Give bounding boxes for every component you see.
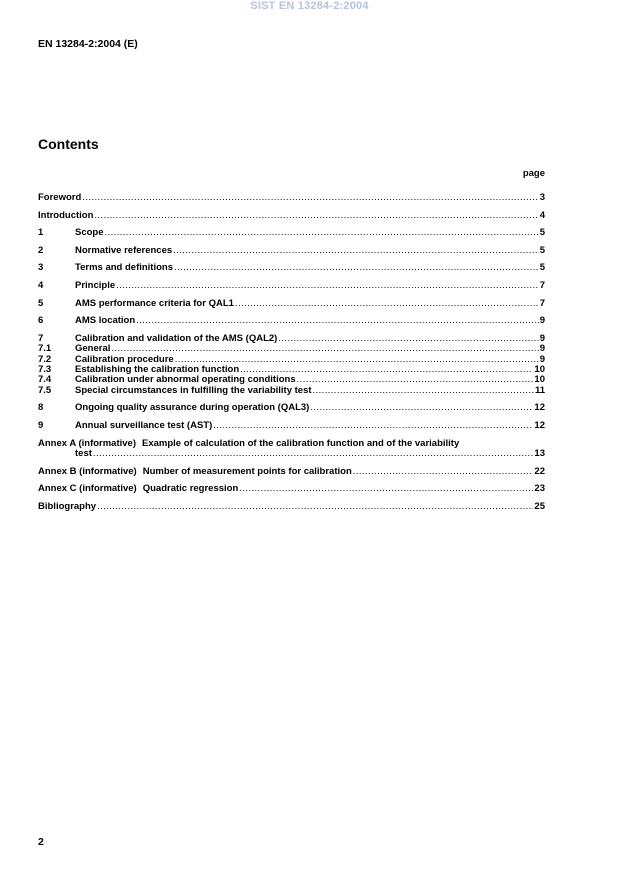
toc-leader-dots <box>111 344 538 354</box>
toc-entry-introduction[interactable] <box>38 211 545 221</box>
toc-entry-number: 7.5 <box>38 384 52 396</box>
toc-entry-number: 9 <box>38 419 44 431</box>
toc-entry-title <box>38 484 238 494</box>
toc-entry-title: Calibration procedure <box>75 353 174 365</box>
toc-entry-number: 5 <box>38 297 44 309</box>
toc-entry-page: 22 <box>534 465 545 477</box>
toc-leader-dots <box>173 246 539 256</box>
toc-annex-title: Number of measurement points for calibration <box>142 465 352 477</box>
toc-annex-prefix: Annex A (informative) <box>38 437 137 449</box>
toc-leader-dots <box>313 386 534 396</box>
toc-leader-dots <box>105 228 539 238</box>
toc-entry-page: 12 <box>534 402 545 414</box>
toc-entry-title: Calibration under abnormal operating conditions <box>75 374 296 386</box>
toc-entry-principle[interactable] <box>38 281 545 291</box>
toc-entry-ongoing-quality-assurance[interactable] <box>38 403 545 413</box>
toc-entry-annex-a[interactable] <box>38 439 545 460</box>
toc-entry-title: Example of calculation of the calibration function and of the variability <box>142 437 460 449</box>
toc-entry-general[interactable] <box>38 344 545 354</box>
toc-leader-dots <box>278 334 538 344</box>
toc-entry-page: 7 <box>539 297 545 309</box>
toc-entry-page: 9 <box>539 332 545 344</box>
toc-entry-title: Bibliography <box>38 500 97 512</box>
toc-entry-variability-test[interactable] <box>38 386 545 396</box>
toc-entry-page: 12 <box>534 419 545 431</box>
toc-entry-scope[interactable] <box>38 228 545 238</box>
toc-entry-terms-and-definitions[interactable] <box>38 263 545 273</box>
toc-entry-title: Introduction <box>38 209 94 221</box>
toc-entry-page: 25 <box>534 500 545 512</box>
toc-entry-number: 7.1 <box>38 343 52 355</box>
toc-entry-bibliography[interactable] <box>38 502 545 512</box>
toc-entry-number: 1 <box>38 227 44 239</box>
toc-leader-dots <box>353 467 534 477</box>
toc-leader-dots <box>82 193 538 203</box>
toc-annex-second-line <box>38 449 545 459</box>
toc-leader-dots <box>116 281 539 291</box>
toc-entry-page: 10 <box>534 374 545 386</box>
toc-entry-number: 7 <box>38 332 44 344</box>
toc-leader-dots <box>235 299 539 309</box>
toc-leader-dots <box>93 449 534 459</box>
toc-entry-page: 9 <box>539 343 545 355</box>
toc-leader-dots <box>174 263 539 273</box>
page-column-label: page <box>522 168 545 179</box>
toc-leader-dots <box>310 403 533 413</box>
toc-entry-title: Foreword <box>38 192 82 203</box>
toc-entry-title: Terms and definitions <box>75 262 174 274</box>
toc-entry-number: 7.2 <box>38 353 52 365</box>
toc-entry-title: Annual surveillance test (AST) <box>75 419 213 431</box>
toc-entry-title-continued: test <box>75 447 92 459</box>
toc-entry-calibration-validation[interactable] <box>38 334 545 344</box>
toc-entry-number: 8 <box>38 402 44 414</box>
toc-entry-title: General <box>75 343 111 355</box>
toc-entry-page: 13 <box>534 447 545 459</box>
toc-entry-title: Special circumstances in fulfilling the variability test <box>75 384 312 396</box>
toc-entry-title: Ongoing quality assurance during operation (QAL3) <box>75 402 310 414</box>
toc-entry-ams-location[interactable] <box>38 316 545 326</box>
watermark: SIST EN 13284-2:2004 <box>250 0 369 12</box>
toc-entry-title: Calibration and validation of the AMS (QAL2) <box>75 332 278 344</box>
toc-entry-ams-performance-criteria[interactable] <box>38 299 545 309</box>
toc-entry-number: 7.3 <box>38 363 52 375</box>
toc-entry-title: AMS location <box>75 315 136 327</box>
toc-entry-page: 7 <box>539 279 545 291</box>
toc-annex-prefix: Annex C (informative) <box>38 483 137 495</box>
toc-leader-dots <box>297 375 534 385</box>
toc-leader-dots <box>97 502 533 512</box>
toc-leader-dots <box>136 316 539 326</box>
toc-leader-dots <box>213 421 533 431</box>
toc-entry-page: 9 <box>539 315 545 327</box>
toc-entry-page: 5 <box>539 262 545 274</box>
toc-entry-page: 10 <box>534 363 545 375</box>
toc-annex-title: Quadratic regression <box>142 483 239 495</box>
toc-entry-title <box>38 467 352 477</box>
toc-entry-page: 3 <box>539 192 545 203</box>
toc-entry-number: 7.4 <box>38 374 52 386</box>
toc-entry-title: Establishing the calibration function <box>75 363 240 375</box>
toc-entry-normative-references[interactable] <box>38 246 545 256</box>
toc-annex-first-line <box>38 439 545 449</box>
document-id: EN 13284-2:2004 (E) <box>38 38 138 50</box>
toc-entry-annual-surveillance-test[interactable] <box>38 421 545 431</box>
toc-entry-title: AMS performance criteria for QAL1 <box>75 297 234 309</box>
toc-entry-page: 11 <box>534 384 545 396</box>
toc-entry-annex-b[interactable] <box>38 467 545 477</box>
table-of-contents <box>38 193 545 512</box>
toc-leader-dots <box>239 484 533 494</box>
toc-entry-page: 9 <box>539 353 545 365</box>
toc-entry-number: 2 <box>38 244 44 256</box>
toc-entry-page: 4 <box>539 209 545 221</box>
toc-leader-dots <box>94 211 538 221</box>
toc-annex-prefix: Annex B (informative) <box>38 465 137 477</box>
toc-entry-title: Principle <box>75 279 116 291</box>
toc-entry-page: 23 <box>534 483 545 495</box>
toc-entry-page: 5 <box>539 244 545 256</box>
toc-entry-number: 4 <box>38 279 44 291</box>
toc-entry-number: 6 <box>38 315 44 327</box>
page-number: 2 <box>38 836 44 848</box>
toc-entry-title: Normative references <box>75 244 173 256</box>
toc-entry-page: 5 <box>539 227 545 239</box>
toc-entry-annex-c[interactable] <box>38 484 545 494</box>
toc-entry-title: Scope <box>75 227 104 239</box>
toc-entry-foreword[interactable] <box>38 193 545 203</box>
toc-entry-number: 3 <box>38 262 44 274</box>
contents-heading: Contents <box>38 136 99 152</box>
